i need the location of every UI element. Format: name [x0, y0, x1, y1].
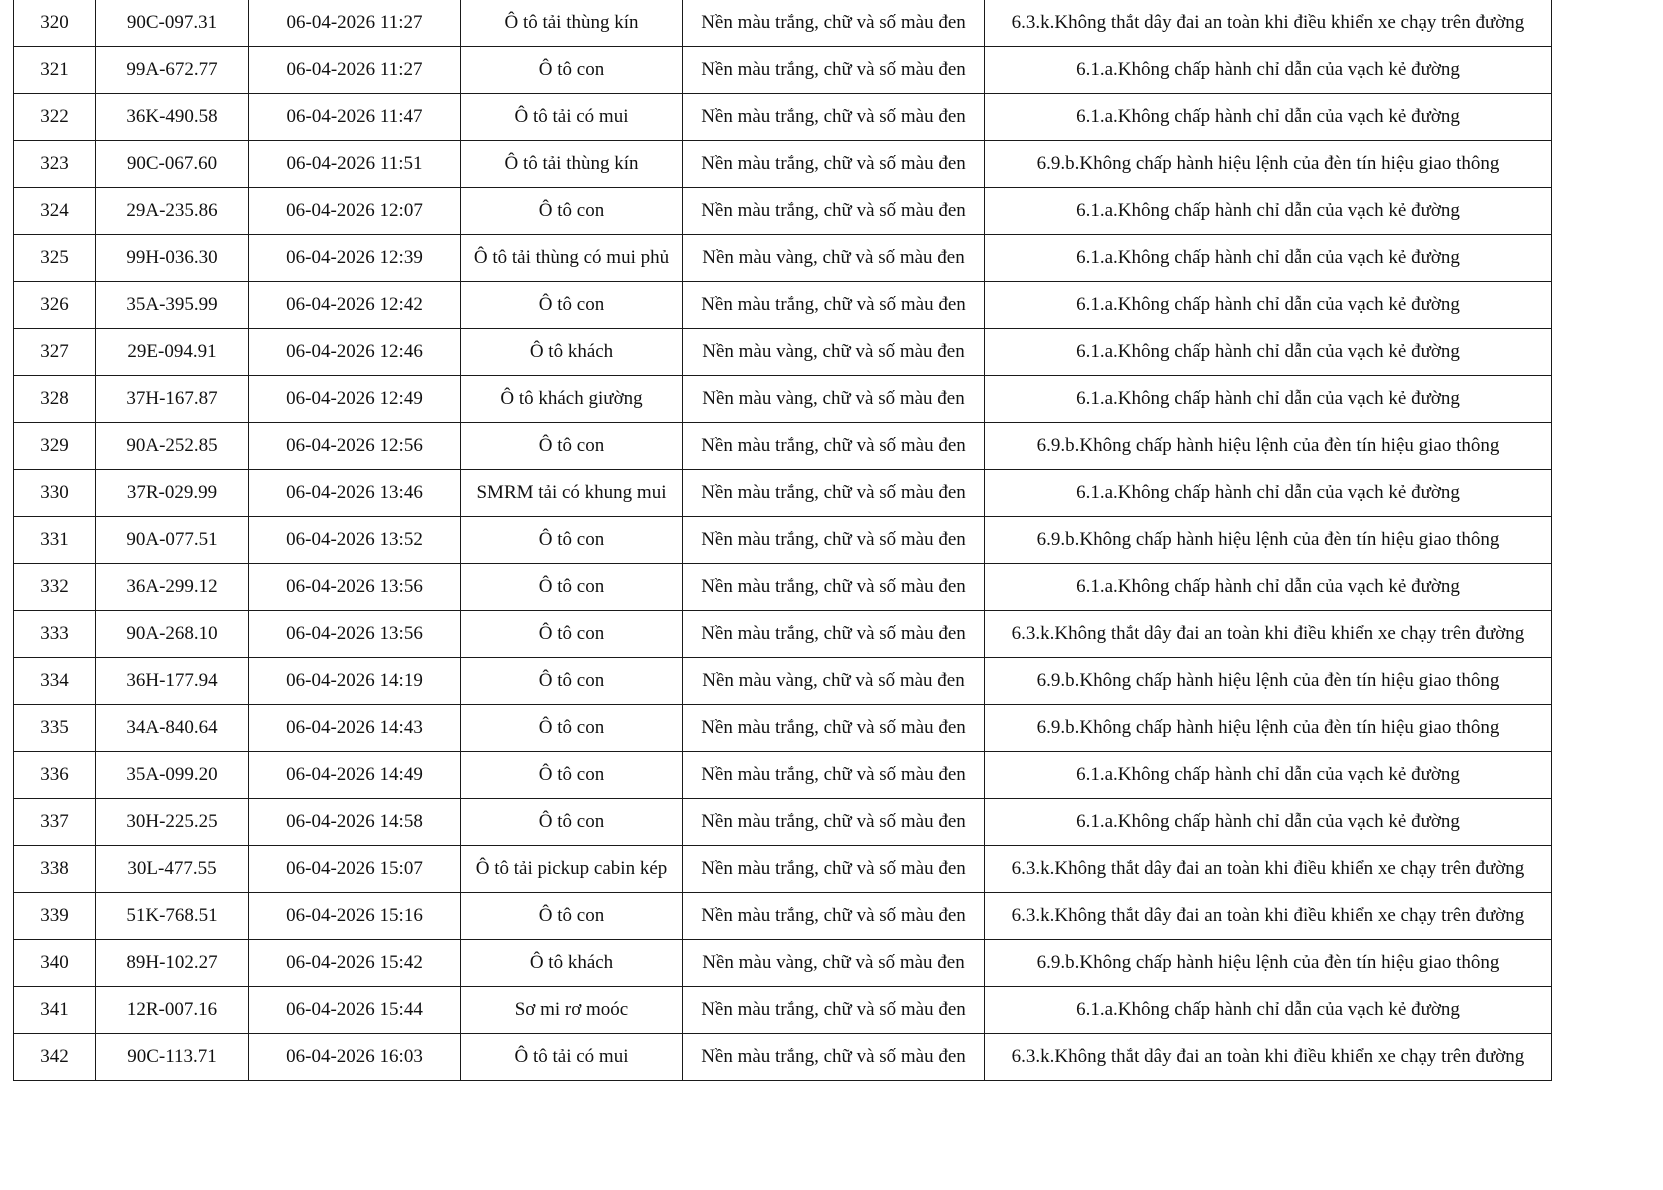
table-row [14, 141, 1552, 188]
violation-description-cell: 6.3.k.Không thắt dây đai an toàn khi điều khiển xe chạy trên đường [985, 0, 1552, 47]
violation-time-cell: 06-04-2026 14:19 [249, 658, 461, 705]
plate-color-cell: Nền màu trắng, chữ và số màu đen [683, 893, 985, 940]
violation-time-cell: 06-04-2026 15:07 [249, 846, 461, 893]
violation-description-cell: 6.1.a.Không chấp hành chỉ dẫn của vạch kẻ đường [985, 987, 1552, 1034]
row-number-cell: 324 [14, 188, 96, 235]
row-number-cell: 321 [14, 47, 96, 94]
violation-description-cell: 6.1.a.Không chấp hành chỉ dẫn của vạch kẻ đường [985, 564, 1552, 611]
row-number-cell: 335 [14, 705, 96, 752]
violation-description-cell: 6.1.a.Không chấp hành chỉ dẫn của vạch kẻ đường [985, 235, 1552, 282]
license-plate-cell: 36A-299.12 [96, 564, 249, 611]
violation-time-cell: 06-04-2026 11:27 [249, 47, 461, 94]
table-row [14, 188, 1552, 235]
license-plate-cell: 90C-067.60 [96, 141, 249, 188]
table-row [14, 0, 1552, 47]
violation-description-cell: 6.9.b.Không chấp hành hiệu lệnh của đèn tín hiệu giao thông [985, 423, 1552, 470]
table-row [14, 987, 1552, 1034]
vehicle-type-cell: Ô tô con [461, 423, 683, 470]
vehicle-type-cell: Ô tô con [461, 611, 683, 658]
plate-color-cell: Nền màu vàng, chữ và số màu đen [683, 235, 985, 282]
row-number-cell: 320 [14, 0, 96, 47]
vehicle-type-cell: Ô tô con [461, 658, 683, 705]
violation-description-cell: 6.1.a.Không chấp hành chỉ dẫn của vạch kẻ đường [985, 188, 1552, 235]
plate-color-cell: Nền màu trắng, chữ và số màu đen [683, 282, 985, 329]
row-number-cell: 342 [14, 1034, 96, 1081]
table-row [14, 705, 1552, 752]
vehicle-type-cell: Ô tô khách [461, 940, 683, 987]
table-row [14, 47, 1552, 94]
plate-color-cell: Nền màu trắng, chữ và số màu đen [683, 94, 985, 141]
violation-description-cell: 6.1.a.Không chấp hành chỉ dẫn của vạch kẻ đường [985, 376, 1552, 423]
license-plate-cell: 29E-094.91 [96, 329, 249, 376]
license-plate-cell: 90A-268.10 [96, 611, 249, 658]
violation-time-cell: 06-04-2026 11:51 [249, 141, 461, 188]
license-plate-cell: 99H-036.30 [96, 235, 249, 282]
license-plate-cell: 37H-167.87 [96, 376, 249, 423]
table-row [14, 846, 1552, 893]
license-plate-cell: 51K-768.51 [96, 893, 249, 940]
row-number-cell: 334 [14, 658, 96, 705]
violation-time-cell: 06-04-2026 12:42 [249, 282, 461, 329]
plate-color-cell: Nền màu vàng, chữ và số màu đen [683, 658, 985, 705]
license-plate-cell: 90C-113.71 [96, 1034, 249, 1081]
table-row [14, 799, 1552, 846]
violation-description-cell: 6.1.a.Không chấp hành chỉ dẫn của vạch kẻ đường [985, 799, 1552, 846]
table-row [14, 235, 1552, 282]
plate-color-cell: Nền màu trắng, chữ và số màu đen [683, 564, 985, 611]
vehicle-type-cell: Ô tô con [461, 752, 683, 799]
plate-color-cell: Nền màu vàng, chữ và số màu đen [683, 940, 985, 987]
table-body [14, 0, 1552, 1081]
violation-time-cell: 06-04-2026 12:39 [249, 235, 461, 282]
violation-description-cell: 6.9.b.Không chấp hành hiệu lệnh của đèn tín hiệu giao thông [985, 517, 1552, 564]
vehicle-type-cell: Ô tô con [461, 799, 683, 846]
violation-time-cell: 06-04-2026 11:47 [249, 94, 461, 141]
license-plate-cell: 35A-395.99 [96, 282, 249, 329]
violation-time-cell: 06-04-2026 13:56 [249, 611, 461, 658]
violation-description-cell: 6.1.a.Không chấp hành chỉ dẫn của vạch kẻ đường [985, 329, 1552, 376]
violation-description-cell: 6.9.b.Không chấp hành hiệu lệnh của đèn tín hiệu giao thông [985, 141, 1552, 188]
row-number-cell: 337 [14, 799, 96, 846]
plate-color-cell: Nền màu trắng, chữ và số màu đen [683, 846, 985, 893]
vehicle-type-cell: Ô tô con [461, 564, 683, 611]
table-row [14, 282, 1552, 329]
table-row [14, 1034, 1552, 1081]
vehicle-type-cell: Ô tô tải có mui [461, 94, 683, 141]
vehicle-type-cell: Ô tô tải thùng kín [461, 141, 683, 188]
violation-time-cell: 06-04-2026 14:49 [249, 752, 461, 799]
violation-time-cell: 06-04-2026 11:27 [249, 0, 461, 47]
table-row [14, 423, 1552, 470]
row-number-cell: 332 [14, 564, 96, 611]
violation-description-cell: 6.3.k.Không thắt dây đai an toàn khi điều khiển xe chạy trên đường [985, 846, 1552, 893]
vehicle-type-cell: Ô tô tải thùng kín [461, 0, 683, 47]
violation-time-cell: 06-04-2026 13:56 [249, 564, 461, 611]
row-number-cell: 323 [14, 141, 96, 188]
vehicle-type-cell: Ô tô khách [461, 329, 683, 376]
row-number-cell: 325 [14, 235, 96, 282]
violation-description-cell: 6.1.a.Không chấp hành chỉ dẫn của vạch kẻ đường [985, 94, 1552, 141]
plate-color-cell: Nền màu trắng, chữ và số màu đen [683, 470, 985, 517]
table-row [14, 611, 1552, 658]
table-row [14, 329, 1552, 376]
license-plate-cell: 36H-177.94 [96, 658, 249, 705]
violation-time-cell: 06-04-2026 16:03 [249, 1034, 461, 1081]
violation-description-cell: 6.1.a.Không chấp hành chỉ dẫn của vạch kẻ đường [985, 752, 1552, 799]
violation-time-cell: 06-04-2026 12:56 [249, 423, 461, 470]
table-row [14, 94, 1552, 141]
row-number-cell: 336 [14, 752, 96, 799]
row-number-cell: 326 [14, 282, 96, 329]
plate-color-cell: Nền màu trắng, chữ và số màu đen [683, 987, 985, 1034]
plate-color-cell: Nền màu trắng, chữ và số màu đen [683, 423, 985, 470]
plate-color-cell: Nền màu trắng, chữ và số màu đen [683, 47, 985, 94]
violation-description-cell: 6.1.a.Không chấp hành chỉ dẫn của vạch kẻ đường [985, 282, 1552, 329]
table-row [14, 940, 1552, 987]
license-plate-cell: 34A-840.64 [96, 705, 249, 752]
row-number-cell: 340 [14, 940, 96, 987]
plate-color-cell: Nền màu trắng, chữ và số màu đen [683, 141, 985, 188]
row-number-cell: 322 [14, 94, 96, 141]
vehicle-type-cell: Ô tô khách giường [461, 376, 683, 423]
violations-table [13, 0, 1552, 1081]
vehicle-type-cell: Ô tô con [461, 188, 683, 235]
plate-color-cell: Nền màu trắng, chữ và số màu đen [683, 1034, 985, 1081]
plate-color-cell: Nền màu vàng, chữ và số màu đen [683, 376, 985, 423]
row-number-cell: 338 [14, 846, 96, 893]
violation-description-cell: 6.3.k.Không thắt dây đai an toàn khi điều khiển xe chạy trên đường [985, 893, 1552, 940]
row-number-cell: 331 [14, 517, 96, 564]
plate-color-cell: Nền màu trắng, chữ và số màu đen [683, 799, 985, 846]
license-plate-cell: 90A-252.85 [96, 423, 249, 470]
license-plate-cell: 29A-235.86 [96, 188, 249, 235]
license-plate-cell: 36K-490.58 [96, 94, 249, 141]
violation-time-cell: 06-04-2026 12:07 [249, 188, 461, 235]
vehicle-type-cell: Ô tô tải có mui [461, 1034, 683, 1081]
license-plate-cell: 90A-077.51 [96, 517, 249, 564]
plate-color-cell: Nền màu trắng, chữ và số màu đen [683, 0, 985, 47]
violation-time-cell: 06-04-2026 14:43 [249, 705, 461, 752]
license-plate-cell: 12R-007.16 [96, 987, 249, 1034]
violation-time-cell: 06-04-2026 12:49 [249, 376, 461, 423]
table-row [14, 658, 1552, 705]
license-plate-cell: 30L-477.55 [96, 846, 249, 893]
license-plate-cell: 30H-225.25 [96, 799, 249, 846]
table-row [14, 564, 1552, 611]
plate-color-cell: Nền màu trắng, chữ và số màu đen [683, 517, 985, 564]
violation-time-cell: 06-04-2026 12:46 [249, 329, 461, 376]
row-number-cell: 333 [14, 611, 96, 658]
violation-description-cell: 6.9.b.Không chấp hành hiệu lệnh của đèn tín hiệu giao thông [985, 658, 1552, 705]
row-number-cell: 328 [14, 376, 96, 423]
row-number-cell: 341 [14, 987, 96, 1034]
violation-time-cell: 06-04-2026 15:44 [249, 987, 461, 1034]
plate-color-cell: Nền màu trắng, chữ và số màu đen [683, 752, 985, 799]
plate-color-cell: Nền màu trắng, chữ và số màu đen [683, 611, 985, 658]
vehicle-type-cell: Ô tô tải thùng có mui phủ [461, 235, 683, 282]
violation-description-cell: 6.9.b.Không chấp hành hiệu lệnh của đèn tín hiệu giao thông [985, 705, 1552, 752]
violation-time-cell: 06-04-2026 15:42 [249, 940, 461, 987]
plate-color-cell: Nền màu trắng, chữ và số màu đen [683, 705, 985, 752]
table-row [14, 376, 1552, 423]
license-plate-cell: 99A-672.77 [96, 47, 249, 94]
license-plate-cell: 90C-097.31 [96, 0, 249, 47]
license-plate-cell: 37R-029.99 [96, 470, 249, 517]
license-plate-cell: 35A-099.20 [96, 752, 249, 799]
table-row [14, 752, 1552, 799]
violation-time-cell: 06-04-2026 14:58 [249, 799, 461, 846]
violation-description-cell: 6.1.a.Không chấp hành chỉ dẫn của vạch kẻ đường [985, 470, 1552, 517]
row-number-cell: 327 [14, 329, 96, 376]
vehicle-type-cell: SMRM tải có khung mui [461, 470, 683, 517]
violation-description-cell: 6.3.k.Không thắt dây đai an toàn khi điều khiển xe chạy trên đường [985, 1034, 1552, 1081]
vehicle-type-cell: Ô tô con [461, 47, 683, 94]
violation-description-cell: 6.9.b.Không chấp hành hiệu lệnh của đèn tín hiệu giao thông [985, 940, 1552, 987]
plate-color-cell: Nền màu trắng, chữ và số màu đen [683, 188, 985, 235]
vehicle-type-cell: Ô tô con [461, 705, 683, 752]
row-number-cell: 330 [14, 470, 96, 517]
table-row [14, 517, 1552, 564]
violation-time-cell: 06-04-2026 13:46 [249, 470, 461, 517]
violation-time-cell: 06-04-2026 13:52 [249, 517, 461, 564]
violation-description-cell: 6.3.k.Không thắt dây đai an toàn khi điều khiển xe chạy trên đường [985, 611, 1552, 658]
vehicle-type-cell: Ô tô con [461, 893, 683, 940]
row-number-cell: 329 [14, 423, 96, 470]
vehicle-type-cell: Ô tô con [461, 517, 683, 564]
table-row [14, 893, 1552, 940]
vehicle-type-cell: Ô tô tải pickup cabin kép [461, 846, 683, 893]
vehicle-type-cell: Sơ mi rơ moóc [461, 987, 683, 1034]
license-plate-cell: 89H-102.27 [96, 940, 249, 987]
violation-time-cell: 06-04-2026 15:16 [249, 893, 461, 940]
plate-color-cell: Nền màu vàng, chữ và số màu đen [683, 329, 985, 376]
row-number-cell: 339 [14, 893, 96, 940]
vehicle-type-cell: Ô tô con [461, 282, 683, 329]
violation-description-cell: 6.1.a.Không chấp hành chỉ dẫn của vạch kẻ đường [985, 47, 1552, 94]
table-row [14, 470, 1552, 517]
